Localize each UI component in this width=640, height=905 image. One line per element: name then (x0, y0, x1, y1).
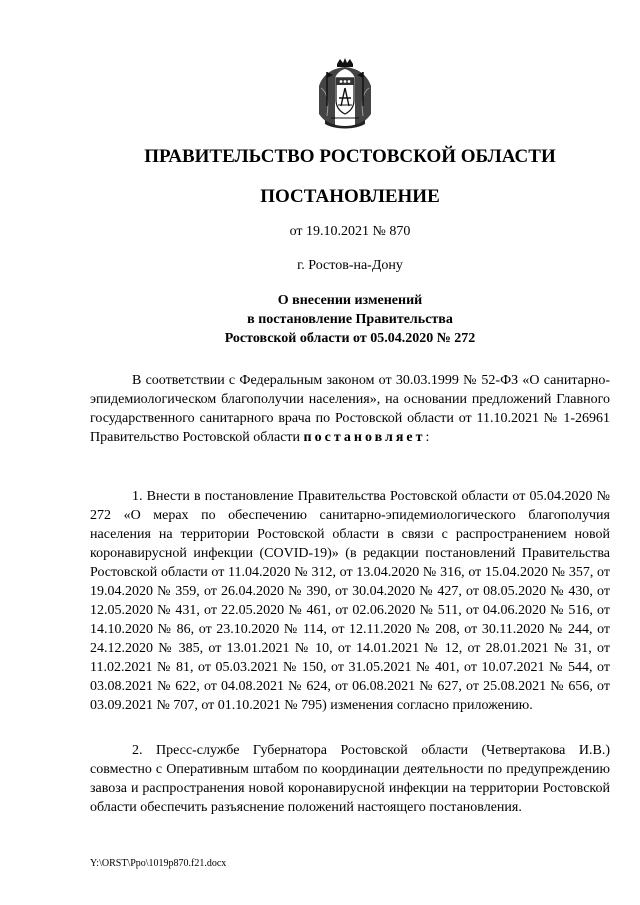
document-type: ПОСТАНОВЛЕНИЕ (260, 186, 440, 207)
subject-line: Ростовской области от 05.04.2020 № 272 (224, 331, 476, 346)
item-1-paragraph: 1. Внести в постановление Правительства Ростовской области от 05.04.2020 № 272 «О мерах по обеспечению санитарно-эпидемиологического благополучия населения на территории Ростовской области в связи с распространением новой коронавирусной инфекции (COVID-19)» (в редакции постановлений Правительства Ростовской области от 11.04.2020 № 312, от 13.04.2020 № 316, от 15.04.2020 № 357, от 19.04.2020 № 359, от 26.04.2020 № 390, от 30.04.2020 № 427, от 08.05.2020 № 430, от 12.05.2020 № 431, от 22.05.2020 № 461, от 02.06.2020 № 511, от 04.06.2020 № 516, от 14.10.2020 № 86, от 23.10.2020 № 114, от 12.11.2020 № 208, от 30.11.2020 № 244, от 24.12.2020 № 385, от 13.01.2021 № 10, от 14.01.2021 № 12, от 28.01.2021 № 31, от 11.02.2021 № 81, от 05.03.2021 № 150, от 31.05.2021 № 401, от 10.07.2021 № 544, от 03.08.2021 № 622, от 04.08.2021 № 624, от 06.08.2021 № 627, от 25.08.2021 № 656, от 03.09.2021 № 707, от 01.10.2021 № 795) изменения согласно приложению. (90, 489, 610, 713)
preamble-text: В соответствии с Федеральным законом от 30.03.1999 № 52-ФЗ «О санитарно-эпидемиологическом благополучии населения», на основании предложений Главного государственного санитарного врача по Ростовской области от 11.10.2021 № 1-26961 Правительство Ростовской области (90, 373, 610, 445)
resolves-word: постановляет (303, 430, 426, 445)
subject-line: в постановление Правительства (247, 312, 453, 327)
document-date-number: от 19.10.2021 № 870 (289, 224, 411, 239)
document-subject (0, 291, 640, 348)
document-city: г. Ростов-на-Дону (297, 258, 403, 273)
item-2-paragraph: 2. Пресс-службе Губернатора Ростовской области (Четвертакова И.В.) совместно с Оперативным штабом по координации деятельности по предупреждению завоза и распространения новой коронавирусной инфекции на территории Ростовской области обеспечить разъяснение положений настоящего постановления. (90, 743, 610, 815)
preamble-colon: : (425, 430, 430, 445)
file-path-footer: Y:\ORST\Ppo\1019p870.f21.docx (90, 858, 227, 869)
preamble-paragraph (90, 371, 610, 447)
organization-title: ПРАВИТЕЛЬСТВО РОСТОВСКОЙ ОБЛАСТИ (144, 146, 556, 167)
rostov-oblast-coat-of-arms-icon (309, 58, 381, 130)
subject-line: О внесении изменений (277, 293, 423, 308)
